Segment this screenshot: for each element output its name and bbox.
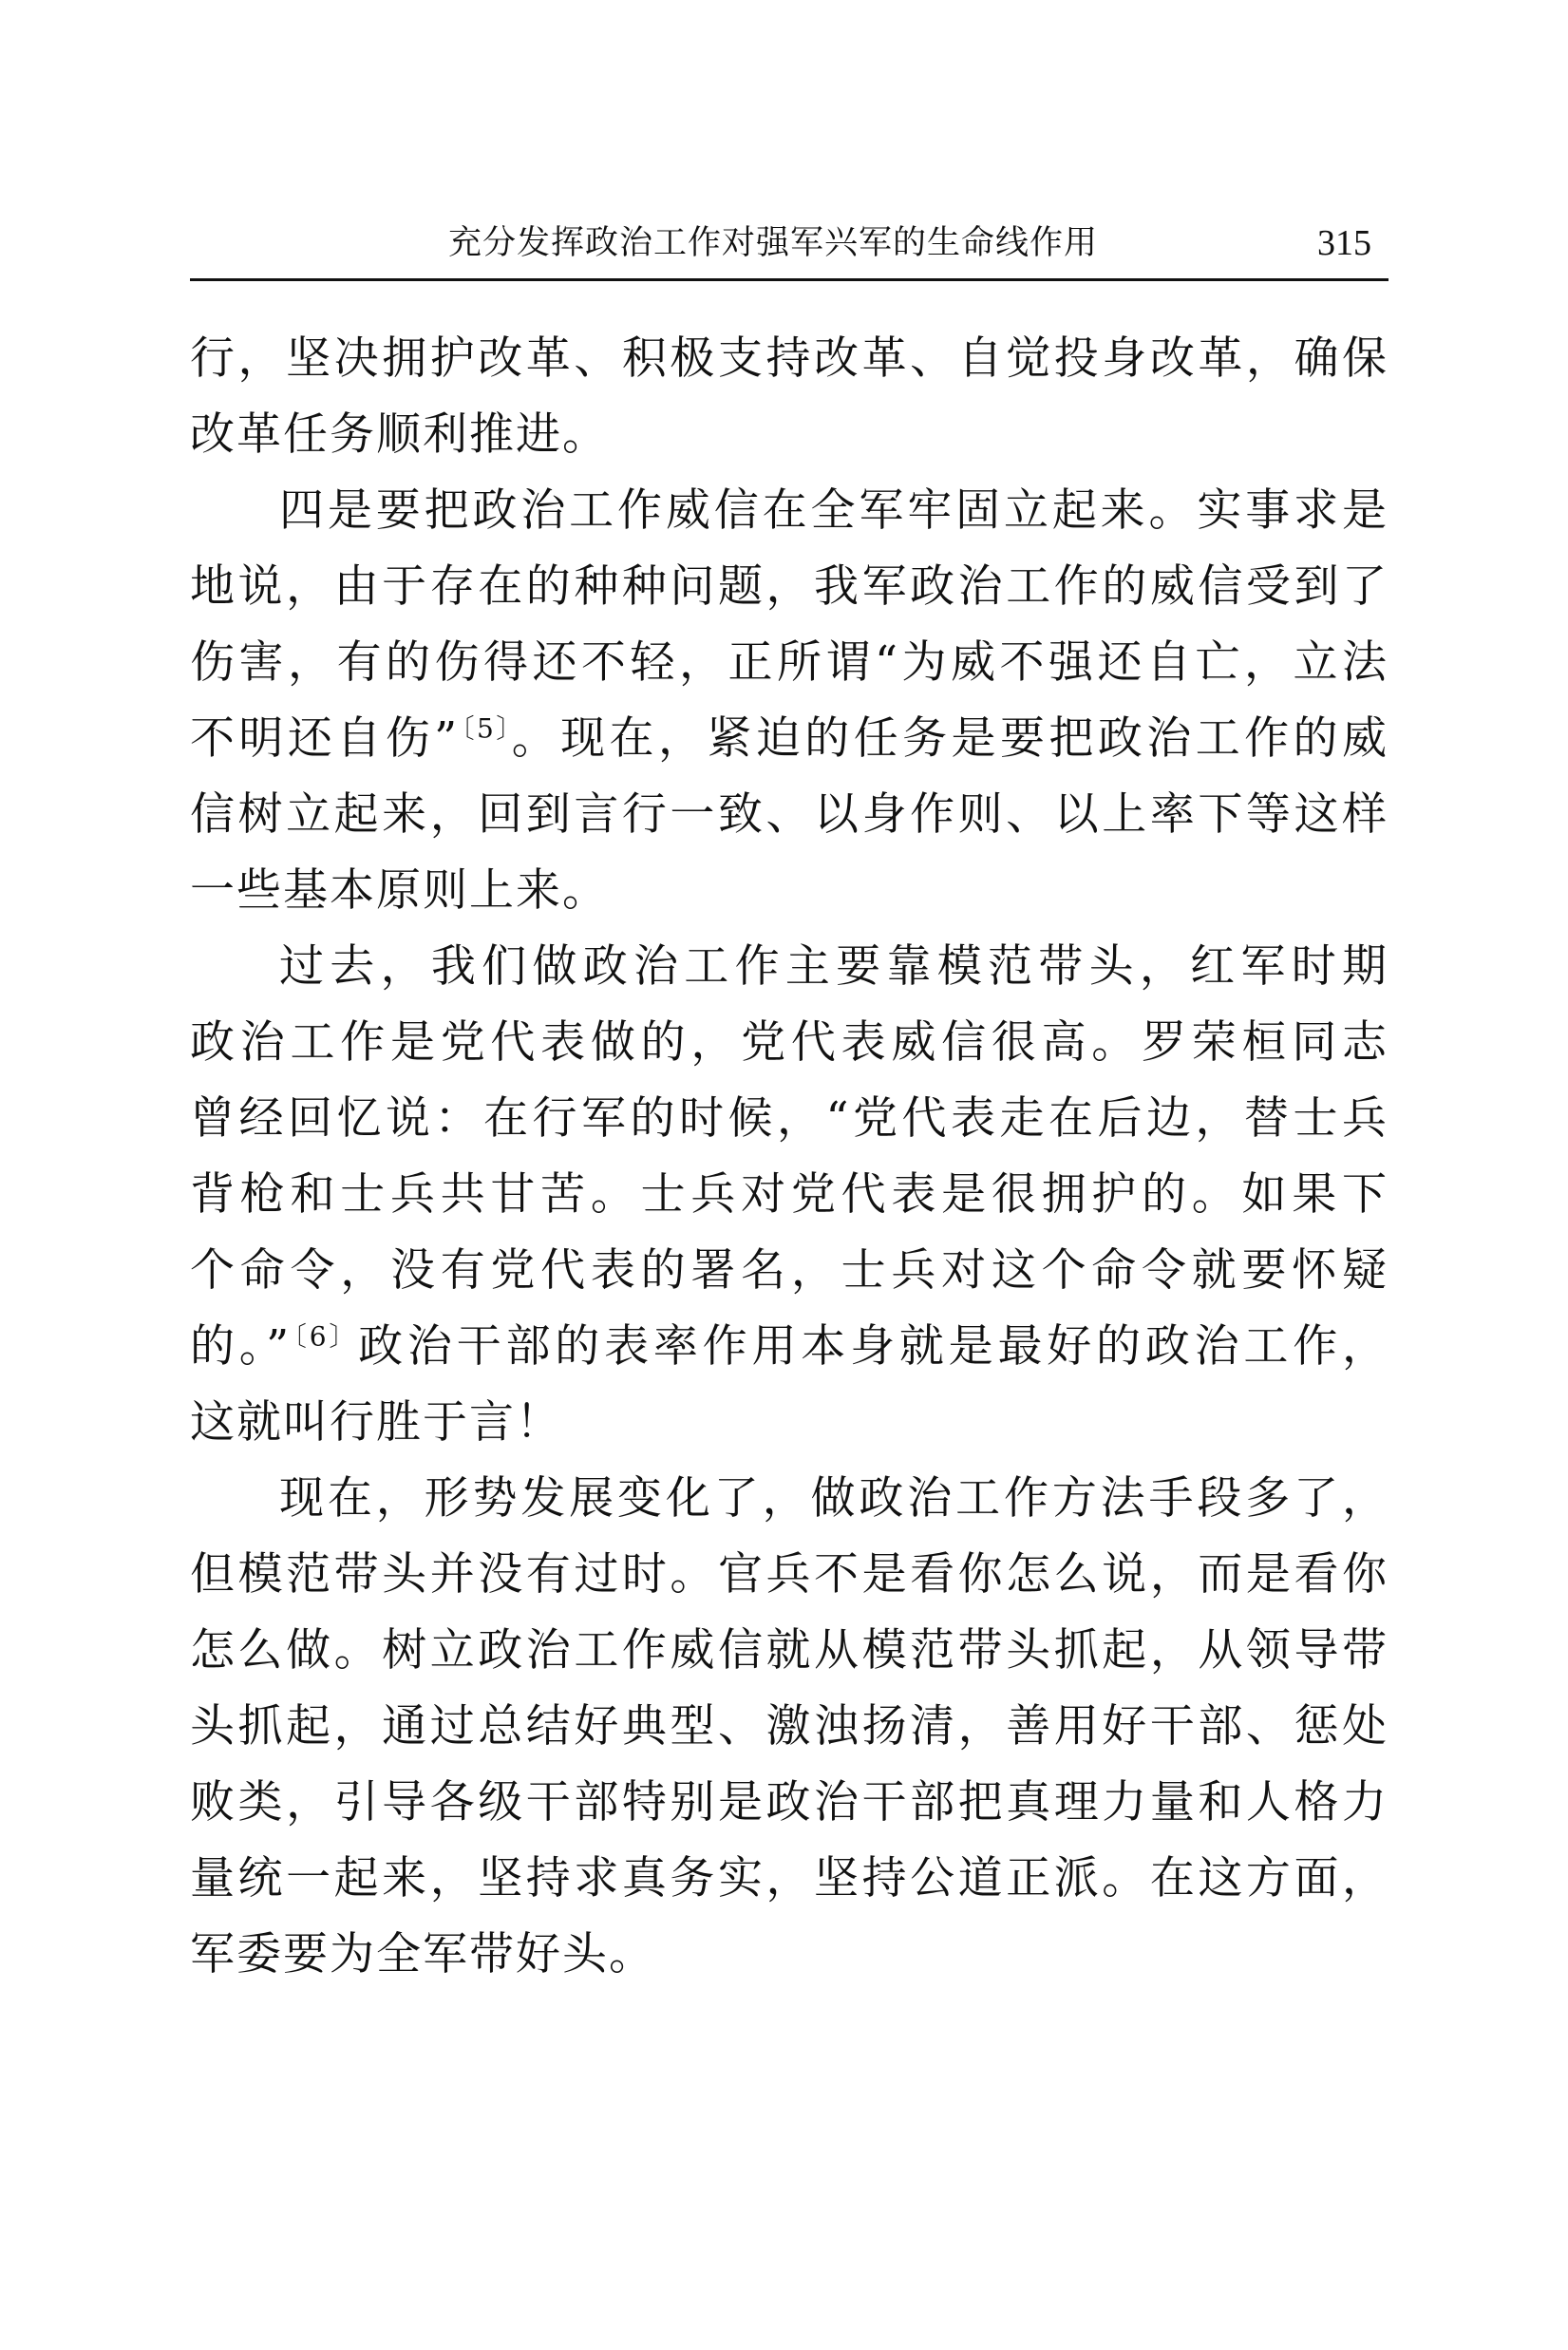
text-line: 行，坚决拥护改革、积极支持改革、自觉投身改革，确保	[190, 332, 1389, 385]
text-line: 现在，形势发展变化了，做政治工作方法手段多了，	[279, 1472, 1389, 1525]
header-rule	[190, 278, 1389, 281]
body-text	[190, 321, 1389, 1993]
text-line: 地说，由于存在的种种问题，我军政治工作的威信受到了	[190, 560, 1389, 613]
text-run: 不明还自伤”	[190, 712, 460, 765]
text-line: 头抓起，通过总结好典型、激浊扬清，善用好干部、惩处	[190, 1700, 1389, 1753]
text-line: 改革任务顺利推进。	[190, 408, 609, 461]
text-line: 一些基本原则上来。	[190, 864, 609, 917]
text-run: 政治干部的表率作用本身就是最好的政治工作，	[358, 1320, 1389, 1373]
paragraph	[190, 473, 1389, 929]
text-line: 但模范带头并没有过时。官兵不是看你怎么说，而是看你	[190, 1548, 1389, 1601]
running-header	[190, 217, 1389, 270]
text-line: 信树立起来，回到言行一致、以身作则、以上率下等这样	[190, 788, 1389, 841]
text-line: 量统一起来，坚持求真务实，坚持公道正派。在这方面，	[190, 1852, 1389, 1905]
footnote-marker: 〔5〕	[459, 712, 512, 745]
text-line: 四是要把政治工作威信在全军牢固立起来。实事求是	[279, 484, 1389, 537]
text-line: 伤害，有的伤得还不轻，正所谓“为威不强还自亡，立法	[190, 636, 1389, 689]
text-line: 过去，我们做政治工作主要靠模范带头，红军时期	[279, 940, 1389, 993]
text-line	[190, 701, 1389, 777]
text-line: 政治工作是党代表做的，党代表威信很高。罗荣桓同志	[190, 1016, 1389, 1069]
page-number: 315	[1317, 223, 1371, 263]
text-line: 败类，引导各级干部特别是政治干部把真理力量和人格力	[190, 1776, 1389, 1829]
paragraph	[190, 321, 1389, 473]
text-line	[190, 1309, 1389, 1385]
text-line: 这就叫行胜于言！	[190, 1396, 562, 1449]
text-line: 曾经回忆说：在行军的时候，“党代表走在后边，替士兵	[190, 1092, 1389, 1145]
text-line: 军委要为全军带好头。	[190, 1928, 655, 1980]
text-line: 怎么做。树立政治工作威信就从模范带头抓起，从领导带	[190, 1624, 1389, 1677]
text-run: 的。”	[190, 1320, 292, 1373]
text-line: 个命令，没有党代表的署名，士兵对这个命令就要怀疑	[190, 1244, 1389, 1297]
footnote-marker: 〔6〕	[291, 1320, 359, 1353]
text-line: 背枪和士兵共甘苦。士兵对党代表是很拥护的。如果下	[190, 1168, 1389, 1221]
running-header-title: 充分发挥政治工作对强军兴军的生命线作用	[448, 224, 1099, 262]
paragraph	[190, 929, 1389, 1461]
text-run: 。现在，紧迫的任务是要把政治工作的威	[511, 712, 1389, 765]
paragraph	[190, 1461, 1389, 1993]
